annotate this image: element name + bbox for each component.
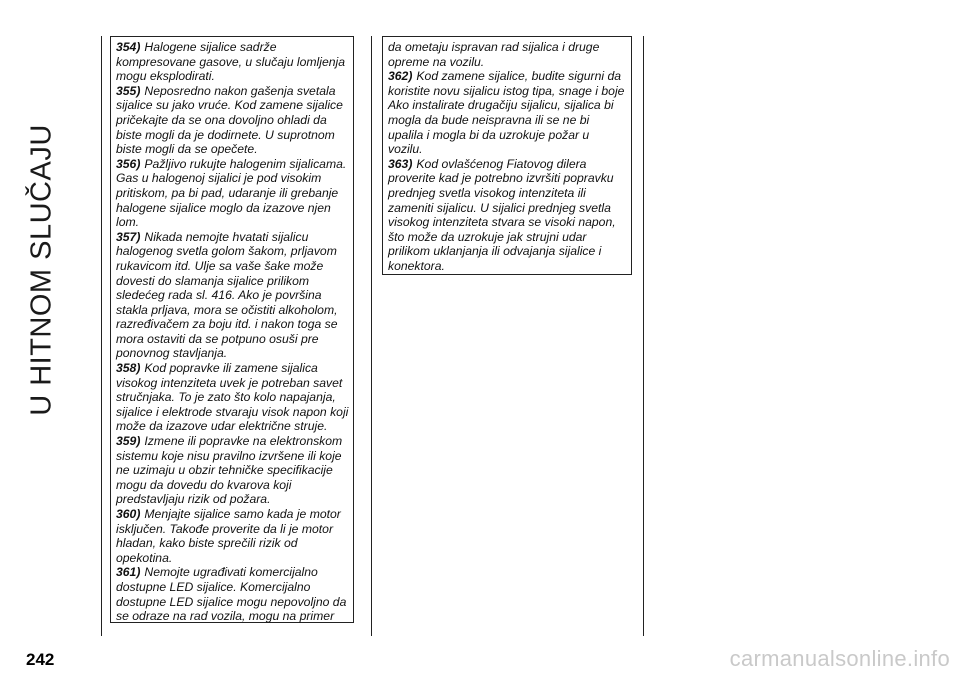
note-357	[116, 230, 349, 361]
note-number: 358)	[116, 361, 141, 376]
note-text: Kod ovlašćenog Fiatovog dilera proverite kad je potrebno izvršiti popravku prednjeg svetla visokog intenziteta ili zameniti sijalicu. U sijalici prednjeg svetla visokog intenziteta stvara se visoki napon, što može da uzrokuje jak strujni udar prilikom uklanjanja ili odvajanja sijalice i konektora.	[388, 156, 616, 273]
note-355	[116, 84, 349, 157]
note-number: 355)	[116, 83, 141, 98]
note-354	[116, 40, 349, 84]
column-divider-left	[101, 36, 102, 636]
note-text: Izmene ili popravke na elektronskom sistemu koje nisu pravilno izvršene ili koje ne uzimaju u obzir tehničke specifikacije mogu da dovedu do kvarova koji predstavljaju rizik od požara.	[116, 434, 343, 507]
note-number: 361)	[116, 565, 141, 580]
note-356	[116, 157, 349, 230]
note-text: Nemojte ugrađivati komercijalno dostupne LED sijalice. Komercijalno dostupne LED sijalice mogu nepovoljno da se odraze na rad vozila, mogu na primer	[116, 565, 347, 624]
note-361-continuation: da ometaju ispravan rad sijalica i druge opreme na vozilu.	[388, 40, 600, 69]
note-text: Pažljivo rukujte halogenim sijalicama. Gas u halogenoj sijalici je pod visokim pritiskom, pa bi pad, udaranje ili grebanje halogene sijalice moglo da izazove njen lom.	[116, 156, 347, 230]
note-text: Halogene sijalice sadrže kompresovane gasove, u slučaju lomljenja mogu eksplodirati.	[116, 40, 345, 84]
note-text: Kod zamene sijalice, budite sigurni da koristite novu sijalicu istog tipa, snage i boje Ako instalirate drugačiju sijalicu, sijalica bi mogla da bude neispravna ili se ne bi upalila i mogla bi da uzrokuje požar u vozilu.	[388, 69, 625, 157]
note-text: Menjajte sijalice samo kada je motor isključen. Takođe proverite da li je motor hladan, kako biste sprečili rizik od opekotina.	[116, 507, 341, 565]
note-number: 357)	[116, 229, 141, 244]
note-number: 354)	[116, 40, 141, 54]
note-number: 359)	[116, 434, 141, 449]
watermark: carmanualsonline.info	[729, 646, 950, 671]
column-divider-right	[643, 36, 644, 636]
column-divider-middle	[371, 36, 372, 636]
warning-box-right	[382, 36, 632, 275]
page-number: 242	[26, 650, 55, 669]
note-358	[116, 361, 349, 434]
note-number: 362)	[388, 69, 413, 84]
note-359	[116, 434, 349, 507]
note-number: 360)	[116, 507, 141, 521]
note-number: 363)	[388, 156, 413, 171]
note-363	[388, 157, 627, 274]
note-361	[116, 565, 349, 623]
note-text: Neposredno nakon gašenja svetala sijalice su jako vruće. Kod zamene sijalice pričekajte da se ona dovoljno ohladi da biste mogli da je dodirnete. U suprotnom biste mogli da se opečete.	[116, 83, 343, 157]
note-360	[116, 507, 349, 565]
warning-box-left	[110, 36, 354, 623]
note-number: 356)	[116, 156, 141, 171]
section-title: U HITNOM SLUČAJU	[25, 124, 58, 416]
note-text: Kod popravke ili zamene sijalica visokog intenziteta uvek je potreban savet stručnjaka. To je zato što kolo napajanja, sijalice i elektrode stvaraju visok napon koji može da izazove udar električne struje.	[116, 361, 349, 434]
note-362	[388, 69, 627, 157]
note-text: Nikada nemojte hvatati sijalicu halogenog svetla golom šakom, prljavom rukavicom itd. Ulje sa vaše šake može dovesti do slamanja sijalice prilikom sledećeg rada sl. 416. Ako je površina stakla prljava, mora se očistiti alkoholom, razređivačem za boju itd. i nakon toga se mora ostaviti da se potpuno osuši pre ponovnog stavljanja.	[116, 229, 338, 361]
